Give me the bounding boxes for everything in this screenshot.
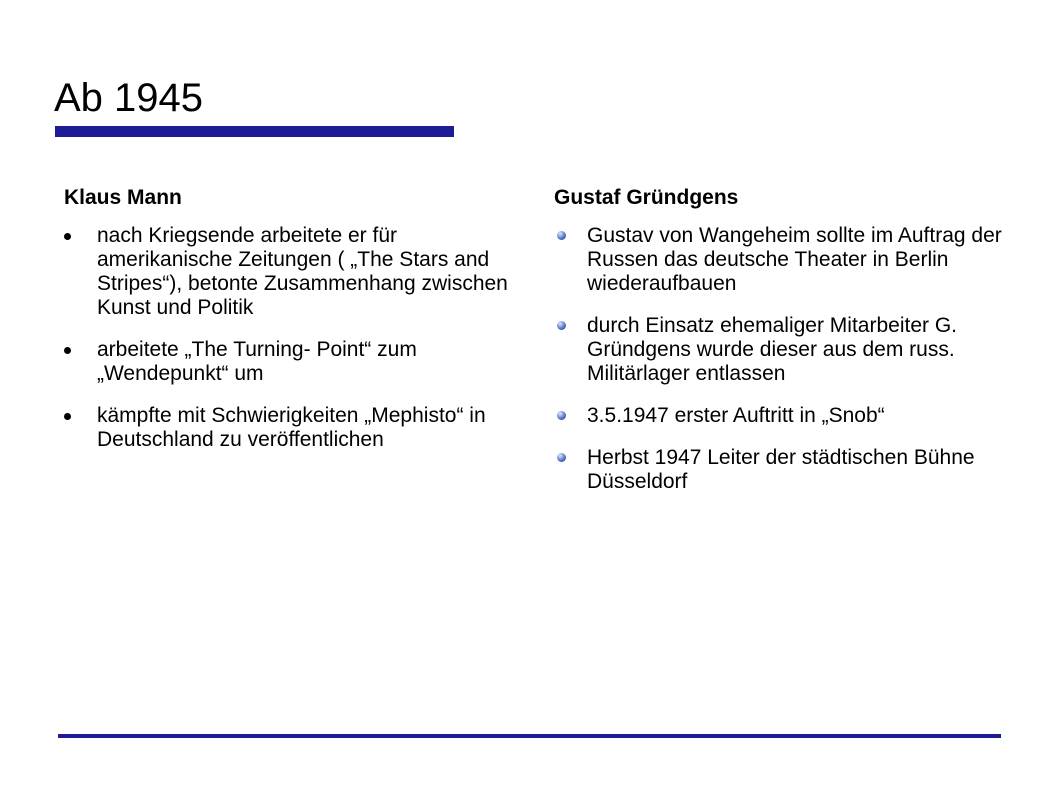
list-item [554,314,1024,386]
list-item-text: nach Kriegsende arbeitete er für amerikanische Zeitungen ( „The Stars and Stripes“), betonte Zusammenhang zwischen Kunst und Politik [97,224,508,319]
slide-title: Ab 1945 [54,76,204,120]
left-column-heading: Klaus Mann [64,186,182,209]
bullet-dot-icon [64,413,71,420]
list-item-text: Gustav von Wangeheim sollte im Auftrag der Russen das deutsche Theater in Berlin wiederaufbauen [587,224,1002,295]
bullet-sphere-icon [557,411,566,420]
list-item [554,446,1024,494]
right-column [554,183,1024,512]
list-item [554,224,1024,296]
bullet-dot-icon [64,347,71,354]
bullet-sphere-icon [557,231,566,240]
list-item-text: Herbst 1947 Leiter der städtischen Bühne Düsseldorf [587,446,975,493]
bullet-sphere-icon [557,453,566,462]
list-item-text: 3.5.1947 erster Auftritt in „Snob“ [587,404,885,427]
list-item-text: arbeitete „The Turning- Point“ zum „Wendepunkt“ um [97,338,417,385]
bullet-sphere-icon [557,321,566,330]
list-item-text: durch Einsatz ehemaliger Mitarbeiter G. Gründgens wurde dieser aus dem russ. Militärlager entlassen [587,314,957,385]
list-item [554,404,1024,428]
list-item [64,224,524,320]
list-item [64,338,524,386]
list-item-text: kämpfte mit Schwierigkeiten „Mephisto“ in Deutschland zu veröffentlichen [97,404,486,451]
list-item [64,404,524,452]
title-underline-bar [55,126,454,137]
right-bullet-list [554,224,1024,494]
right-column-heading: Gustaf Gründgens [554,186,739,209]
bullet-dot-icon [64,233,71,240]
footer-divider-line [58,734,1001,738]
left-column [64,183,524,470]
left-bullet-list [64,224,524,452]
